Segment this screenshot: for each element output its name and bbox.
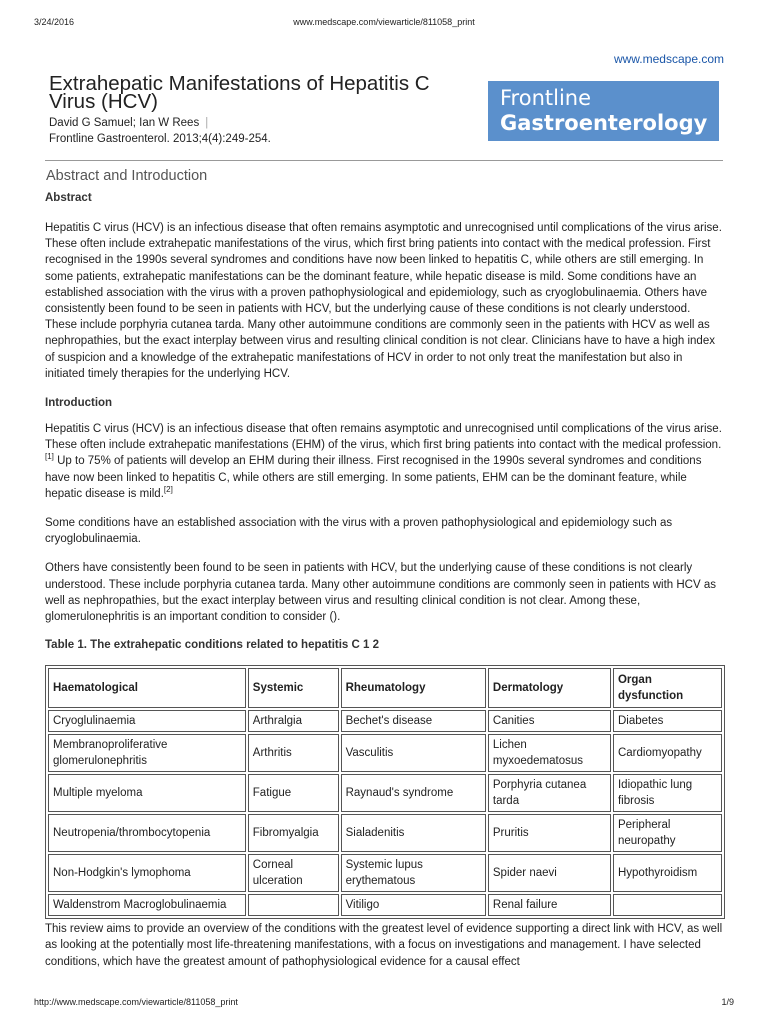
table-header-row — [48, 668, 722, 708]
citation: Frontline Gastroenterol. 2013;4(4):249-254. — [49, 133, 271, 145]
table-cell: Lichen myxoedematosus — [488, 734, 611, 772]
medscape-site-link[interactable]: www.medscape.com — [613, 52, 724, 66]
article-header — [45, 72, 723, 153]
table-cell: Sialadenitis — [341, 814, 486, 852]
article-content — [45, 70, 723, 970]
abstract-text: Hepatitis C virus (HCV) is an infectious disease that often remains asymptotic and unrecognised until complications of the virus arise. These often include extrahepatic manifestations of the virus, which first bring patients into contact with the medical profession. First recognised in the 1990s several syndromes and conditions have now been linked to hepatitis C, while others are still emerging. In some patients, extrahepatic manifestations can be the dominant feature, while hepatic disease is mild. Some conditions have an established association with the virus with a proven pathophysiological and epidemiology, such as cryoglobulinaemia. Others have consistently been found to be seen in patients with HCV, but the underlying cause of these conditions is not clearly understood. These include porphyria cutanea tarda. Many other autoimmune conditions are commonly seen in the patients with HCV as well as nephropathies, but the exact interplay between virus and resulting clinical condition is not clear. Clinicians have to have a high index of suspicion and a knowledge of the extrahepatic manifestations of HCV in order to not only treat the manifestation but also in initiated timely therapies for the underlying HCV. — [45, 222, 722, 380]
print-header-url: www.medscape.com/viewarticle/811058_print — [293, 17, 475, 27]
conditions-table — [45, 665, 725, 919]
table-cell: Membranoproliferative glomerulonephritis — [48, 734, 246, 772]
table-cell: Canities — [488, 710, 611, 732]
table-cell: Vitiligo — [341, 894, 486, 916]
table-header-cell: Haematological — [48, 668, 246, 708]
print-date: 3/24/2016 — [34, 17, 75, 27]
section-title: Abstract and Introduction — [46, 168, 208, 184]
intro-p1-text-a: Hepatitis C virus (HCV) is an infectious disease that often remains asymptotic and unrecognised until complications of the virus arise. These often include extrahepatic manifestations (EHM) of the virus, which first bring patients into contact with the medical profession. — [45, 423, 722, 452]
logo-line1: Frontline — [500, 86, 592, 110]
intro-p1-text-b: Up to 75% of patients will develop an EHM during their illness. First recognised in the 1990s several syndromes and conditions have now been linked to hepatitis C, while others are still emerging. In some patients, EHM can be the dominant feature, while hepatic disease is mild. — [45, 455, 702, 500]
table-cell: Fibromyalgia — [248, 814, 339, 852]
table-cell: Vasculitis — [341, 734, 486, 772]
table-cell: Idiopathic lung fibrosis — [613, 774, 722, 812]
table-cell: Spider naevi — [488, 854, 611, 892]
intro-paragraph-3: Others have consistently been found to be seen in patients with HCV, but the underlying cause of these conditions is not clearly understood. These include porphyria cutanea tarda. Many other autoimmune conditions are commonly seen in patients with HCV as well as nephropathies, but the exact interplay between virus and resulting clinical condition is not clear. Among these, glomerulonephritis is an important condition to consider (). — [45, 562, 716, 624]
header-divider — [45, 160, 723, 161]
table-cell: Peripheral neuropathy — [613, 814, 722, 852]
table-cell: Systemic lupus erythematous — [341, 854, 486, 892]
article-title: Extrahepatic Manifestations of Hepatitis C Virus (HCV) — [49, 72, 430, 113]
author-separator: | — [205, 117, 209, 129]
abstract-heading: Abstract — [45, 192, 92, 204]
table-cell: Bechet's disease — [341, 710, 486, 732]
table-cell: Neutropenia/thrombocytopenia — [48, 814, 246, 852]
table-header-cell: Organ dysfunction — [613, 668, 722, 708]
page-number: 1/9 — [721, 997, 734, 1007]
table-cell: Renal failure — [488, 894, 611, 916]
table-row — [48, 894, 722, 916]
table-cell: Corneal ulceration — [248, 854, 339, 892]
intro-paragraph-1 — [45, 421, 723, 502]
table-cell: Arthritis — [248, 734, 339, 772]
table-cell: Cardiomyopathy — [613, 734, 722, 772]
table-row — [48, 854, 722, 892]
table-cell — [248, 894, 339, 916]
table-cell: Porphyria cutanea tarda — [488, 774, 611, 812]
reference-1-link[interactable]: [1] — [45, 452, 54, 462]
table-cell: Raynaud's syndrome — [341, 774, 486, 812]
table-header-cell: Systemic — [248, 668, 339, 708]
table-row — [48, 814, 722, 852]
print-footer-url: http://www.medscape.com/viewarticle/811058_print — [34, 997, 238, 1007]
table-cell — [613, 894, 722, 916]
table-cell: Pruritis — [488, 814, 611, 852]
closing-paragraph: This review aims to provide an overview of the conditions with the greatest level of evidence supporting a direct link with HCV, as well as looking at the potentially most life-threatening manifestations, with a focus on investigations and management. I have selected conditions, which have the greatest amount of pathophysiological evidence for a causal effect — [45, 923, 723, 968]
table-cell: Waldenstrom Macroglobulinaemia — [48, 894, 246, 916]
table-cell: Hypothyroidism — [613, 854, 722, 892]
table-cell: Non-Hodgkin's lymophoma — [48, 854, 246, 892]
table-cell: Fatigue — [248, 774, 339, 812]
table-cell: Cryoglulinaemia — [48, 710, 246, 732]
introduction-heading: Introduction — [45, 397, 113, 410]
table-cell: Diabetes — [613, 710, 722, 732]
logo-line2: Gastroenterology — [500, 111, 708, 135]
table-row — [48, 774, 722, 812]
table-cell: Multiple myeloma — [48, 774, 246, 812]
journal-logo — [488, 81, 719, 141]
table-cell: Arthralgia — [248, 710, 339, 732]
table-caption: Table 1. The extrahepatic conditions related to hepatitis C 1 2 — [45, 639, 380, 652]
table-header-cell: Rheumatology — [341, 668, 486, 708]
table-header-cell: Dermatology — [488, 668, 611, 708]
table-row — [48, 710, 722, 732]
intro-paragraph-2: Some conditions have an established association with the virus with a proven pathophysiological and epidemiology such as cryoglobulinaemia. — [45, 517, 673, 546]
authors: David G Samuel; Ian W Rees — [49, 117, 200, 129]
table-row — [48, 734, 722, 772]
reference-2-link[interactable]: [2] — [163, 485, 173, 495]
